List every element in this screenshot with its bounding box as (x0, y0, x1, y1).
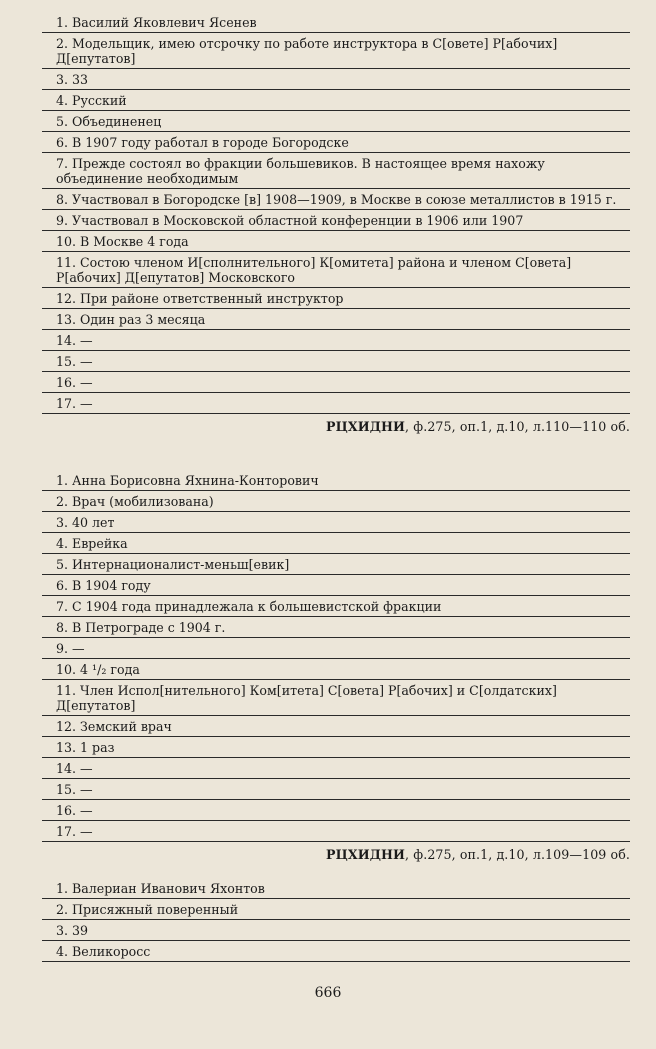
answer-row: 11. Состою членом И[сполнительного] К[омитета] района и членом С[овета] Р[абочих] Д[епутатов] Московского (42, 252, 630, 288)
answer-row: 5. Объединенец (42, 111, 630, 132)
answer-row: 17. — (42, 821, 630, 842)
answer-row: 3. 39 (42, 920, 630, 941)
answer-row: 6. В 1907 году работал в городе Богородске (42, 132, 630, 153)
page-number: 666 (314, 985, 342, 1001)
archive-name: РЦХИДНИ (326, 847, 406, 862)
answer-row: 9. Участвовал в Московской областной конференции в 1906 или 1907 (42, 210, 630, 231)
answer-row: 7. Прежде состоял во фракции большевиков. В настоящее время нахожу объединение необходимым (42, 153, 630, 189)
answer-row: 8. В Петрограде с 1904 г. (42, 617, 630, 638)
answer-row: 2. Присяжный поверенный (42, 899, 630, 920)
questionnaire-record (42, 470, 630, 862)
answer-row: 15. — (42, 351, 630, 372)
questionnaire-record (42, 12, 630, 434)
answer-row: 10. 4 ¹/₂ года (42, 659, 630, 680)
answer-row: 3. 40 лет (42, 512, 630, 533)
answer-row: 5. Интернационалист-меньш[евик] (42, 554, 630, 575)
questionnaire-record (42, 878, 630, 962)
answer-row: 12. При районе ответственный инструктор (42, 288, 630, 309)
answer-row: 9. — (42, 638, 630, 659)
answer-row: 10. В Москве 4 года (42, 231, 630, 252)
answer-row: 1. Василий Яковлевич Ясенев (42, 12, 630, 33)
answer-row: 7. С 1904 года принадлежала к большевистской фракции (42, 596, 630, 617)
answer-row: 15. — (42, 779, 630, 800)
archive-reference (42, 414, 630, 434)
answer-row: 11. Член Испол[нительного] Ком[итета] С[овета] Р[абочих] и С[олдатских] Д[епутатов] (42, 680, 630, 716)
answer-row: 13. 1 раз (42, 737, 630, 758)
answer-row: 8. Участвовал в Богородске [в] 1908—1909, в Москве в союзе металлистов в 1915 г. (42, 189, 630, 210)
answer-row: 13. Один раз 3 месяца (42, 309, 630, 330)
archive-citation: , ф.275, оп.1, д.10, л.109—109 об. (405, 847, 630, 862)
answer-row: 1. Анна Борисовна Яхнина-Конторович (42, 470, 630, 491)
archive-name: РЦХИДНИ (326, 419, 406, 434)
archive-reference (42, 842, 630, 862)
answer-row: 3. 33 (42, 69, 630, 90)
answer-row: 16. — (42, 372, 630, 393)
answer-row: 16. — (42, 800, 630, 821)
answer-row: 17. — (42, 393, 630, 414)
answer-row: 12. Земский врач (42, 716, 630, 737)
answer-row: 4. Еврейка (42, 533, 630, 554)
archive-citation: , ф.275, оп.1, д.10, л.110—110 об. (405, 419, 630, 434)
answer-row: 1. Валериан Иванович Яхонтов (42, 878, 630, 899)
answer-row: 14. — (42, 330, 630, 351)
answer-row: 4. Русский (42, 90, 630, 111)
answer-row: 6. В 1904 году (42, 575, 630, 596)
answer-row: 4. Великоросс (42, 941, 630, 962)
answer-row: 2. Модельщик, имею отсрочку по работе инструктора в С[овете] Р[абочих] Д[епутатов] (42, 33, 630, 69)
answer-row: 2. Врач (мобилизована) (42, 491, 630, 512)
answer-row: 14. — (42, 758, 630, 779)
